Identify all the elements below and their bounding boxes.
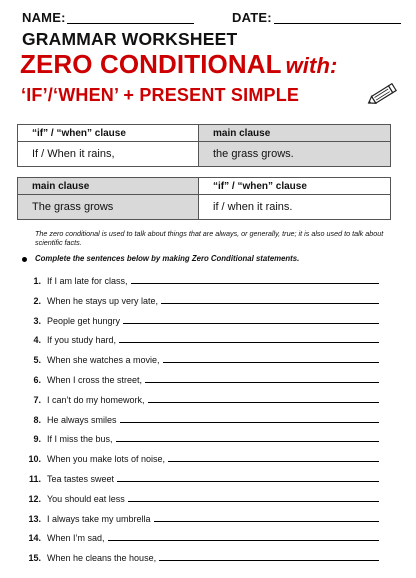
date-field[interactable]: [274, 23, 401, 24]
question-prompt: People get hungry: [47, 315, 121, 326]
question-prompt: He always smiles: [47, 414, 117, 425]
question-prompt: When he stays up very late,: [47, 295, 159, 306]
answer-line[interactable]: [131, 283, 379, 284]
question-prompt: When I’m sad,: [47, 533, 105, 544]
title-with: with:: [285, 53, 338, 78]
table1-header-main-clause: main clause: [199, 125, 390, 142]
question-number: 1.: [33, 276, 41, 286]
answer-line[interactable]: [120, 422, 379, 423]
name-field[interactable]: [67, 23, 194, 24]
instruction-text: Complete the sentences below by making Zero Conditional statements.: [35, 254, 300, 263]
question-item: [20, 549, 379, 563]
title-main: ZERO CONDITIONAL: [20, 49, 282, 79]
answer-line[interactable]: [159, 560, 379, 561]
answer-line[interactable]: [117, 481, 379, 482]
question-prompt: I always take my umbrella: [47, 513, 151, 524]
date-label: DATE:: [232, 10, 272, 25]
question-item: [20, 371, 379, 385]
table1-header-if-clause: “if” / “when” clause: [18, 125, 199, 142]
question-number: 11.: [28, 474, 41, 484]
name-label: NAME:: [22, 10, 66, 25]
question-item: [20, 272, 379, 286]
question-number: 7.: [33, 394, 41, 405]
table2-header-if-clause: “if” / “when” clause: [199, 178, 390, 195]
question-number: 14.: [28, 533, 41, 544]
answer-line[interactable]: [145, 382, 379, 383]
question-number: 10.: [28, 454, 41, 465]
answer-line[interactable]: [168, 461, 379, 462]
answer-line[interactable]: [154, 521, 379, 522]
question-number: 8.: [33, 414, 41, 425]
table1-cell-if-clause: If / When it rains,: [18, 142, 199, 166]
answer-line[interactable]: [148, 402, 379, 403]
question-item: [20, 292, 379, 306]
question-number: 12.: [28, 493, 41, 504]
question-number: 13.: [28, 513, 41, 524]
example-table-if-first: [17, 124, 391, 167]
pencil-icon: [366, 80, 400, 108]
question-number: 3.: [33, 315, 41, 326]
question-item: [20, 430, 379, 444]
question-item: [20, 411, 379, 425]
question-number: 6.: [33, 375, 41, 385]
answer-line[interactable]: [161, 303, 379, 304]
question-item: [20, 529, 379, 543]
question-item: [20, 312, 379, 326]
question-item: [20, 490, 379, 504]
question-item: [20, 510, 379, 524]
question-prompt: You should eat less: [47, 493, 125, 504]
question-item: [20, 470, 379, 484]
question-number: 2.: [33, 295, 41, 306]
table2-header-main-clause: main clause: [18, 178, 199, 195]
question-item: [20, 450, 379, 464]
question-number: 4.: [33, 335, 41, 346]
question-prompt: I can’t do my homework,: [47, 394, 145, 405]
question-number: 5.: [33, 355, 41, 366]
table1-cell-main-clause: the grass grows.: [199, 142, 390, 166]
explanation-note: The zero conditional is used to talk about things that are always, or generally, true; it is also used to talk about scientific facts.: [35, 229, 384, 247]
answer-line[interactable]: [163, 362, 379, 363]
table2-cell-if-clause: if / when it rains.: [213, 201, 293, 213]
question-prompt: Tea tastes sweet: [47, 474, 115, 484]
table2-cell-main-clause: The grass grows: [18, 195, 199, 219]
answer-line[interactable]: [128, 501, 379, 502]
question-number: 9.: [33, 434, 41, 445]
worksheet-title: [20, 49, 337, 80]
bullet-icon: [22, 257, 27, 262]
worksheet-subtitle: ‘IF’/‘WHEN’ + PRESENT SIMPLE: [21, 85, 300, 105]
question-item: [20, 391, 379, 405]
question-prompt: If I am late for class,: [47, 276, 128, 286]
question-prompt: If you study hard,: [47, 335, 117, 346]
answer-line[interactable]: [116, 441, 379, 442]
answer-line[interactable]: [123, 323, 379, 324]
question-item: [20, 351, 379, 365]
answer-line[interactable]: [108, 540, 379, 541]
question-prompt: When I cross the street,: [47, 375, 143, 385]
answer-line[interactable]: [119, 342, 379, 343]
worksheet-heading: GRAMMAR WORKSHEET: [22, 29, 238, 49]
question-prompt: If I miss the bus,: [47, 434, 113, 445]
example-table-main-first: [17, 177, 391, 220]
question-prompt: When you make lots of noise,: [47, 454, 166, 465]
question-prompt: When she watches a movie,: [47, 355, 160, 366]
question-prompt: When he cleans the house,: [47, 553, 157, 564]
question-number: 15.: [28, 553, 41, 564]
question-item: [20, 331, 379, 345]
